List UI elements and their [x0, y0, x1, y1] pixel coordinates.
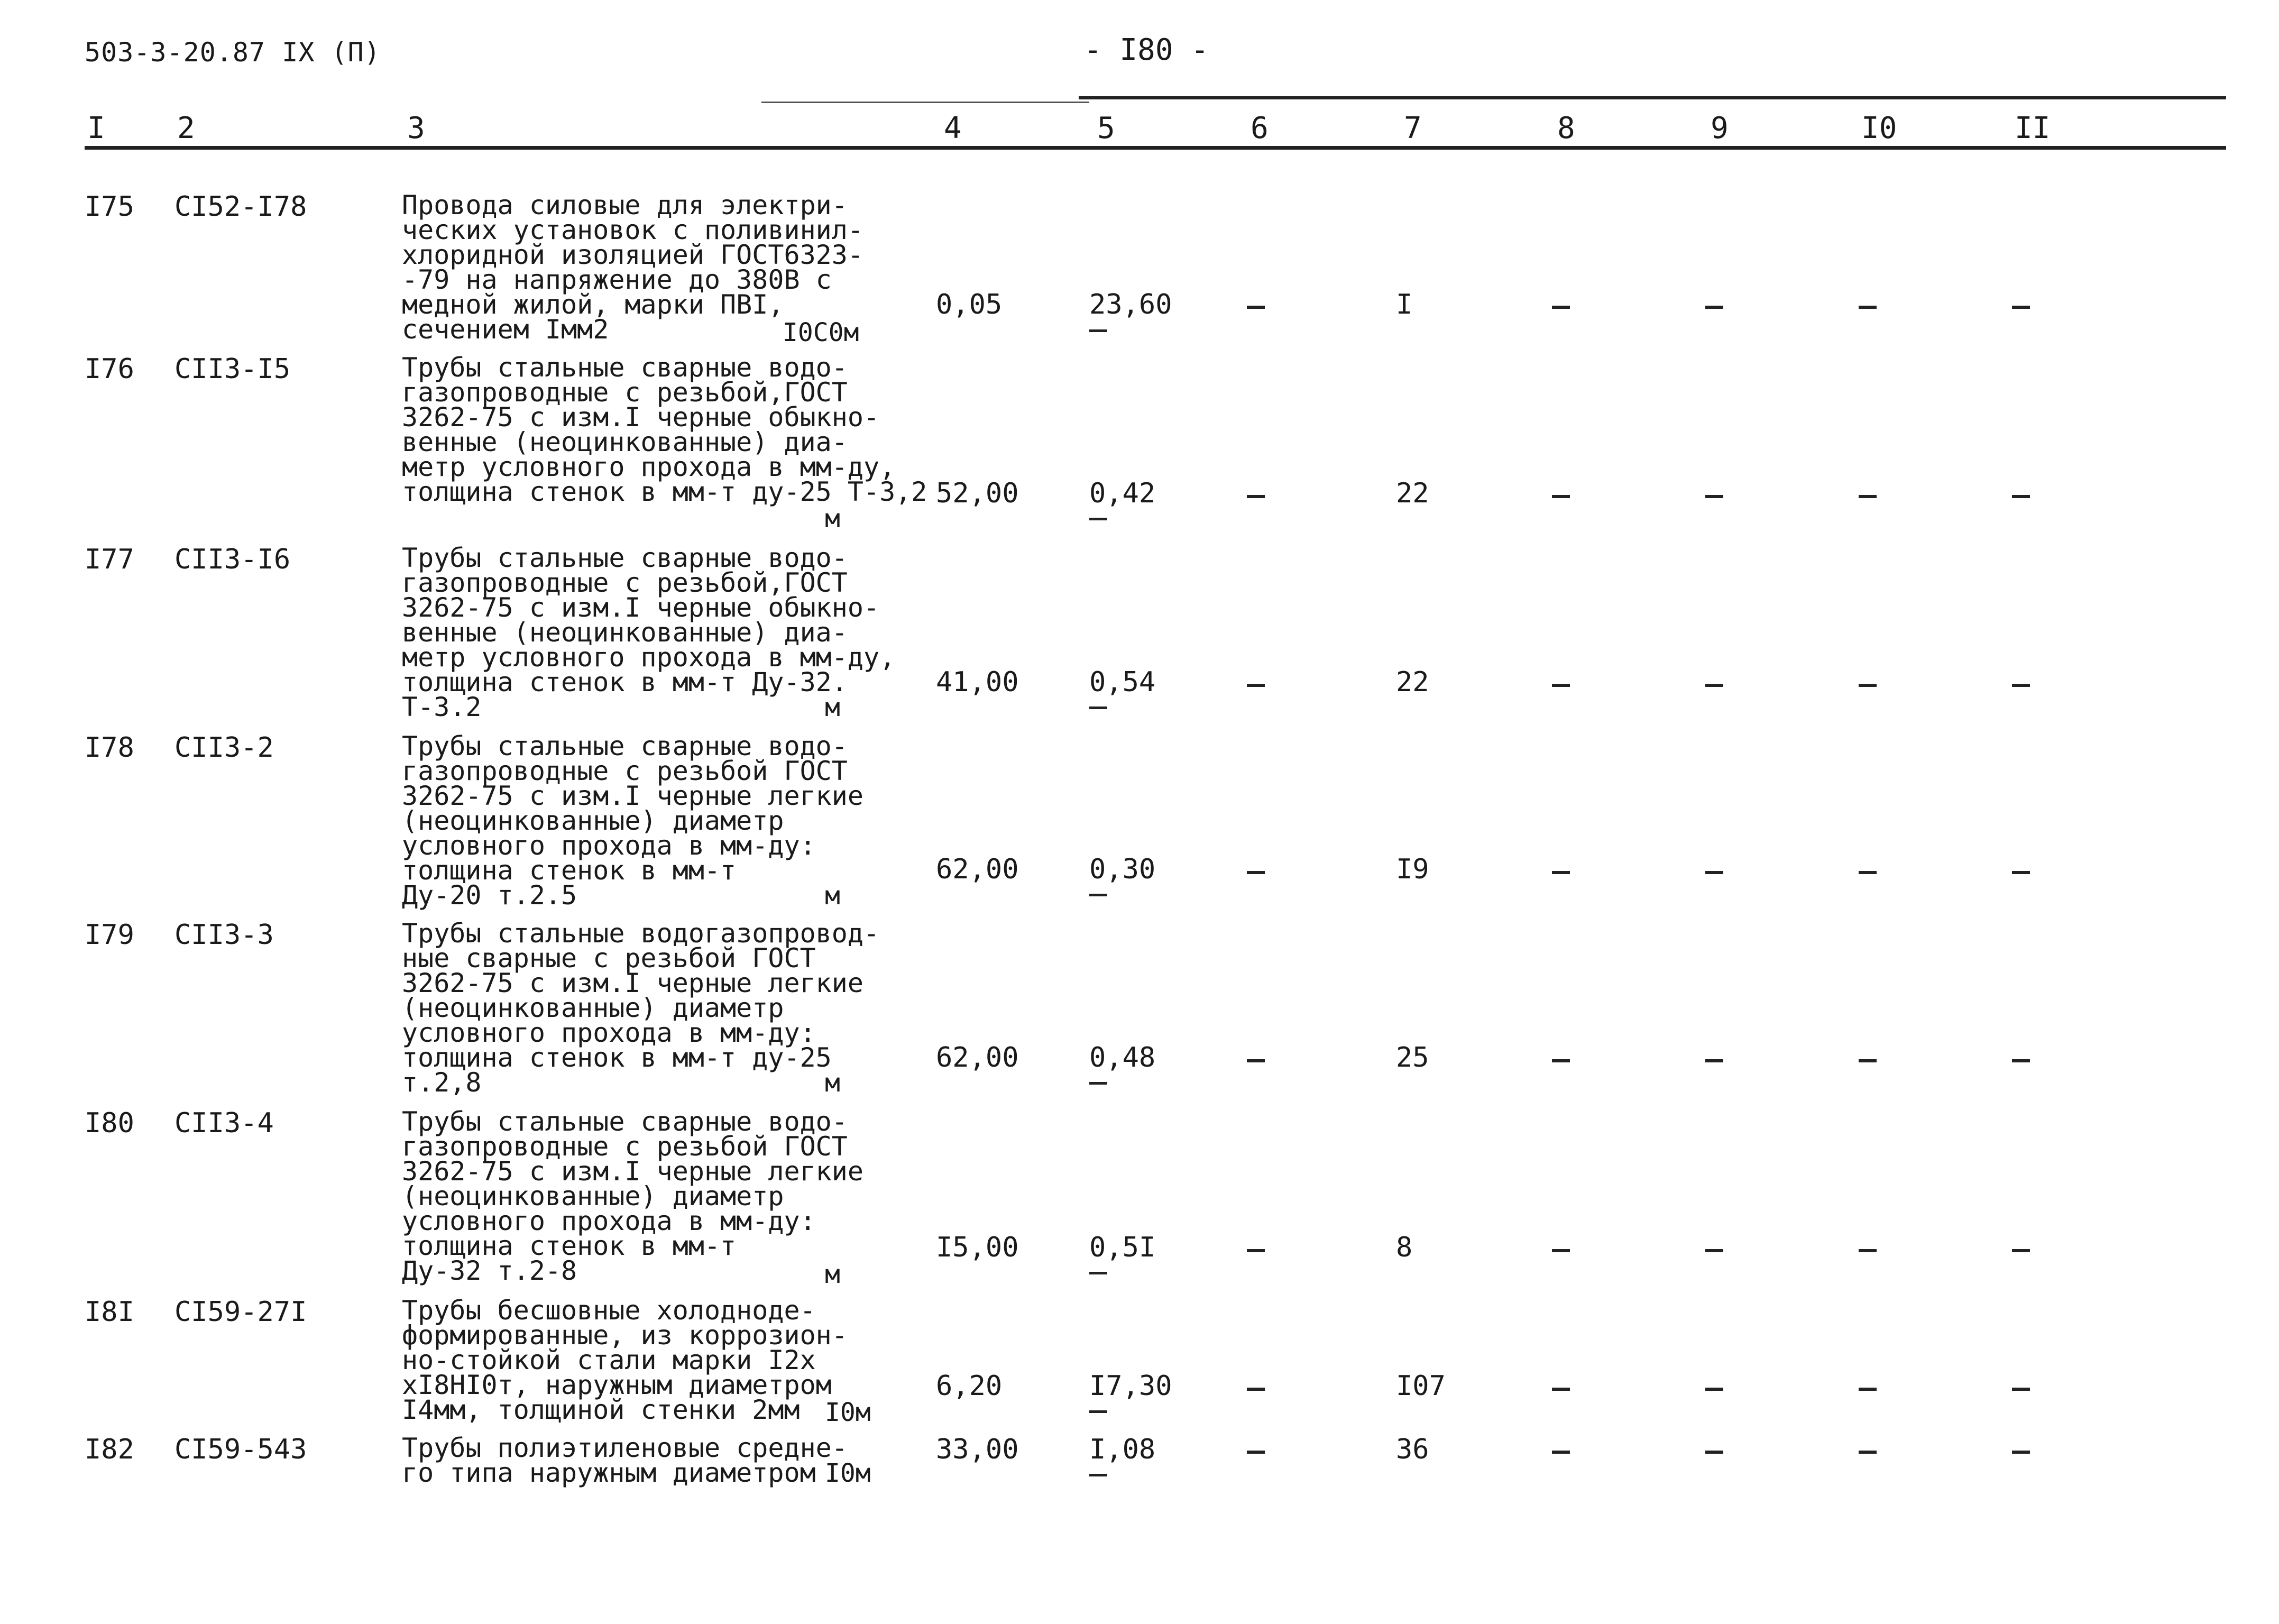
column-header-1: I	[87, 111, 105, 145]
row-col-5: I7,30	[1089, 1370, 1172, 1402]
row-col-10	[1859, 1249, 1877, 1252]
column-header-5: 5	[1097, 111, 1115, 145]
row-col-4: 33,00	[936, 1434, 1019, 1465]
row-col-8	[1552, 684, 1570, 687]
row-col-8	[1552, 1249, 1570, 1252]
row-col-7: I	[1396, 289, 1413, 320]
row-col-5: 23,60	[1089, 289, 1172, 320]
document-code: 503-3-20.87 IX (П)	[85, 37, 381, 68]
row-col-10	[1859, 1451, 1877, 1454]
page-number: - I80 -	[1084, 33, 1209, 67]
row-code: CII3-3	[174, 919, 274, 951]
row-col-6	[1247, 1451, 1265, 1454]
row-number: I75	[85, 191, 134, 223]
col-5-underline	[1089, 1082, 1107, 1085]
column-header-10: I0	[1861, 111, 1897, 145]
row-col-4: 52,00	[936, 478, 1019, 509]
row-col-7: 22	[1396, 478, 1429, 509]
col-5-underline	[1089, 707, 1107, 709]
row-number: I77	[85, 544, 134, 575]
col-5-underline	[1089, 1474, 1107, 1476]
row-col-10	[1859, 306, 1877, 309]
row-number: I79	[85, 919, 134, 951]
row-col-4: 6,20	[936, 1370, 1003, 1402]
column-header-3: 3	[407, 111, 425, 145]
row-code: CI59-543	[174, 1434, 307, 1465]
row-description: Трубы стальные сварные водо- газопроводные с резьбой,ГОСТ 3262-75 с изм.I черные обыкно- венные (неоцинкованные) диа- метр условного прохода в мм-ду, толщина стенок в мм-т ду-25 Т-3,2	[402, 352, 927, 507]
row-col-9	[1705, 1388, 1723, 1391]
column-header-7: 7	[1404, 111, 1422, 145]
row-col-10	[1859, 871, 1877, 874]
row-col-11	[2012, 495, 2030, 498]
row-col-7: 22	[1396, 666, 1429, 698]
row-col-7: 25	[1396, 1042, 1429, 1074]
column-header-9: 9	[1711, 111, 1729, 145]
row-description: Трубы стальные сварные водо- газопроводные с резьбой ГОСТ 3262-75 с изм.I черные легкие (неоцинкованные) диаметр условного прохода в мм-ду: толщина стенок в мм-т Ду-20 т.2.5	[402, 731, 863, 911]
row-col-8	[1552, 495, 1570, 498]
row-col-9	[1705, 1249, 1723, 1252]
row-code: CI52-I78	[174, 191, 307, 223]
row-col-11	[2012, 684, 2030, 687]
row-col-9	[1705, 684, 1723, 687]
row-col-6	[1247, 1059, 1265, 1062]
row-number: I78	[85, 732, 134, 764]
row-col-7: 8	[1396, 1232, 1413, 1263]
row-col-6	[1247, 495, 1265, 498]
row-col-11	[2012, 871, 2030, 874]
row-col-10	[1859, 495, 1877, 498]
row-code: CII3-4	[174, 1107, 274, 1139]
column-header-6: 6	[1251, 111, 1269, 145]
row-col-8	[1552, 1388, 1570, 1391]
row-col-9	[1705, 1451, 1723, 1454]
row-col-11	[2012, 1451, 2030, 1454]
row-col-11	[2012, 1059, 2030, 1062]
row-code: CI59-27I	[174, 1296, 307, 1328]
row-col-4: 62,00	[936, 854, 1019, 885]
row-col-11	[2012, 1388, 2030, 1391]
row-col-9	[1705, 495, 1723, 498]
row-col-6	[1247, 871, 1265, 874]
row-col-5: I,08	[1089, 1434, 1156, 1465]
column-header-8: 8	[1557, 111, 1575, 145]
col-5-underline	[1089, 1272, 1107, 1274]
col-5-underline	[1089, 1410, 1107, 1413]
row-col-5: 0,48	[1089, 1042, 1156, 1074]
row-col-5: 0,42	[1089, 478, 1156, 509]
row-col-10	[1859, 1388, 1877, 1391]
row-col-9	[1705, 1059, 1723, 1062]
row-col-5: 0,5I	[1089, 1232, 1156, 1263]
row-number: I76	[85, 353, 134, 385]
header-rule-top	[1079, 96, 2226, 99]
column-header-2: 2	[177, 111, 195, 145]
row-col-8	[1552, 871, 1570, 874]
row-col-8	[1552, 306, 1570, 309]
row-unit: I0м	[825, 1458, 871, 1488]
row-unit: м	[825, 881, 840, 911]
row-col-11	[2012, 1249, 2030, 1252]
row-col-4: 41,00	[936, 666, 1019, 698]
row-unit: м	[825, 1260, 840, 1289]
header-rule-bottom	[85, 146, 2226, 150]
row-unit: м	[825, 504, 840, 534]
row-col-5: 0,30	[1089, 854, 1156, 885]
row-unit: I0м	[825, 1398, 871, 1427]
row-col-10	[1859, 684, 1877, 687]
row-col-6	[1247, 1249, 1265, 1252]
row-col-5: 0,54	[1089, 666, 1156, 698]
row-col-7: I9	[1396, 854, 1429, 885]
row-col-9	[1705, 871, 1723, 874]
row-unit: м	[825, 1068, 840, 1098]
row-unit: м	[825, 693, 840, 722]
row-description: Трубы стальные сварные водо- газопроводные с резьбой,ГОСТ 3262-75 с изм.I черные обыкно- венные (неоцинкованные) диа- метр условного прохода в мм-ду, толщина стенок в мм-т Ду-32. Т-3.2	[402, 543, 896, 722]
row-col-4: 0,05	[936, 289, 1003, 320]
row-unit: I0C0м	[783, 318, 859, 347]
row-col-10	[1859, 1059, 1877, 1062]
row-code: CII3-I6	[174, 544, 291, 575]
row-description: Трубы полиэтиленовые средне- го типа наружным диаметром	[402, 1433, 848, 1488]
col-5-underline	[1089, 894, 1107, 896]
col-5-underline	[1089, 329, 1107, 332]
row-col-7: I07	[1396, 1370, 1446, 1402]
row-number: I80	[85, 1107, 134, 1139]
row-col-4: 62,00	[936, 1042, 1019, 1074]
row-description: Трубы стальные водогазопровод- ные сварные с резьбой ГОСТ 3262-75 с изм.I черные легкие (неоцинкованные) диаметр условного прохода в мм-ду: толщина стенок в мм-т ду-25 т.2,8	[402, 918, 880, 1098]
col-5-underline	[1089, 518, 1107, 520]
row-col-6	[1247, 1388, 1265, 1391]
row-col-8	[1552, 1059, 1570, 1062]
row-description: Провода силовые для электри- ческих установок с поливинил- хлоридной изоляцией ГОСТ6323- -79 на напряжение до 380В с медной жилой, марки ПВI, сечением Iмм2	[402, 190, 863, 345]
column-header-11: II	[2015, 111, 2051, 145]
row-number: I82	[85, 1434, 134, 1465]
row-code: CII3-I5	[174, 353, 291, 385]
row-description: Трубы бесшовные холодноде- формированные, из коррозион- но-стойкой стали марки I2х хI8HI0т, наружным диаметром I4мм, толщиной стенки 2мм	[402, 1295, 848, 1425]
column-header-4: 4	[944, 111, 962, 145]
row-col-7: 36	[1396, 1434, 1429, 1465]
row-col-6	[1247, 306, 1265, 309]
row-code: CII3-2	[174, 732, 274, 764]
row-col-6	[1247, 684, 1265, 687]
row-col-8	[1552, 1451, 1570, 1454]
row-col-11	[2012, 306, 2030, 309]
row-col-4: I5,00	[936, 1232, 1019, 1263]
row-col-9	[1705, 306, 1723, 309]
header-rule-short	[761, 102, 1089, 103]
row-description: Трубы стальные сварные водо- газопроводные с резьбой ГОСТ 3262-75 с изм.I черные легкие (неоцинкованные) диаметр условного прохода в мм-ду: толщина стенок в мм-т Ду-32 т.2-8	[402, 1106, 863, 1286]
row-number: I8I	[85, 1296, 134, 1328]
